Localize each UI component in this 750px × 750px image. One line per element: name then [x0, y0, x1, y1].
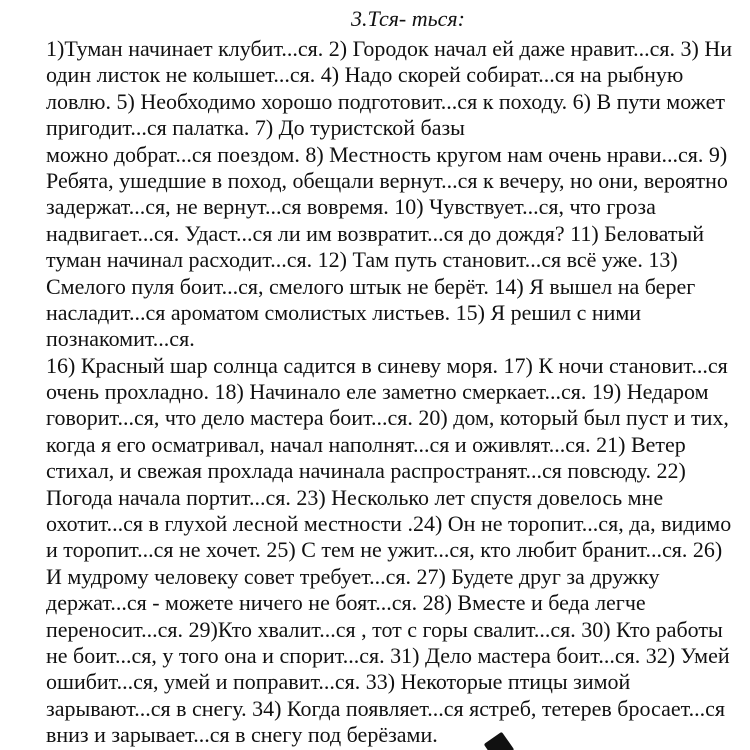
text-line: Погода начала портит...ся. 23) Несколько лет спустя довелось мне	[46, 484, 664, 510]
text-line: когда я его осматривал, начал наполнят...ся и оживлят...ся. 21) Ветер	[46, 431, 686, 457]
text-line: можно добрат...ся поездом. 8) Местность кругом нам очень нрави...ся. 9)	[46, 141, 728, 167]
text-line: Ребята, ушедшие в поход, обещали вернут...ся к вечеру, но они, вероятно	[46, 167, 728, 193]
text-line: держат...ся - можете ничего не боят...ся. 28) Вместе и беда легче	[46, 590, 646, 616]
text-line: охотит...ся в глухой лесной местности .24) Он не торопит...ся, да, видимо	[46, 511, 732, 537]
text-line: зарывают...ся в снегу. 34) Когда появляет...ся ястреб, тетерев бросает...ся	[46, 695, 725, 721]
text-line: пригодит...ся палатка. 7) До туристской базы	[46, 115, 465, 141]
text-line: ошибит...ся, умей и поправит...ся. 33) Некоторые птицы зимой	[46, 669, 631, 695]
text-line: 16) Красный шар солнца садится в синеву моря. 17) К ночи становит...ся	[46, 352, 728, 378]
exercise-title: 3.Тся- ться:	[351, 6, 465, 31]
text-line: задержат...ся, не вернут...ся вовремя. 10) Чувствует...ся, что гроза	[46, 194, 656, 220]
text-line: не боит...ся, у того она и спорит...ся. 31) Дело мастера боит...ся. 32) Умей	[46, 642, 730, 668]
text-line: туман начинал расходит...ся. 12) Там путь становит...ся всё уже. 13)	[46, 247, 678, 273]
exercise-text	[46, 36, 732, 749]
text-line: стихал, и свежая прохлада начинала распространят...ся повсюду. 22)	[46, 458, 686, 484]
text-line: вниз и зарывает...ся в снегу под берёзами.	[46, 722, 438, 748]
text-line: ловлю. 5) Необходимо хорошо подготовит...ся к походу. 6) В пути может	[46, 88, 725, 114]
text-line: насладит...ся ароматом смолистых листьев. 15) Я решил с ними	[46, 299, 642, 325]
text-line: надвигает...ся. Удаст...ся ли им возвратит...ся до дождя? 11) Беловатый	[46, 220, 705, 246]
text-line: переносит...ся. 29)Кто хвалит...ся , тот с горы свалит...ся. 30) Кто работы	[46, 616, 723, 642]
text-line: очень прохладно. 18) Начинало еле заметно смеркает...ся. 19) Недаром	[46, 379, 709, 405]
text-line: и торопит...ся не хочет. 25) С тем не ужит...ся, кто любит бранит...ся. 26)	[46, 537, 723, 563]
text-line: говорит...ся, что дело мастера боит...ся. 20) дом, который был пуст и тих,	[46, 405, 729, 431]
text-line: И мудрому человеку совет требует...ся. 27) Будете друг за дружку	[46, 563, 660, 589]
text-line: Смелого пуля боит...ся, смелого штык не берёт. 14) Я вышел на берег	[46, 273, 696, 299]
text-line: один листок не колышет...ся. 4) Надо скорей собират...ся на рыбную	[46, 62, 684, 88]
text-line: 1)Туман начинает клубит...ся. 2) Городок начал ей даже нравит...ся. 3) Ни	[46, 36, 733, 61]
text-line: познакомит...ся.	[46, 326, 195, 352]
